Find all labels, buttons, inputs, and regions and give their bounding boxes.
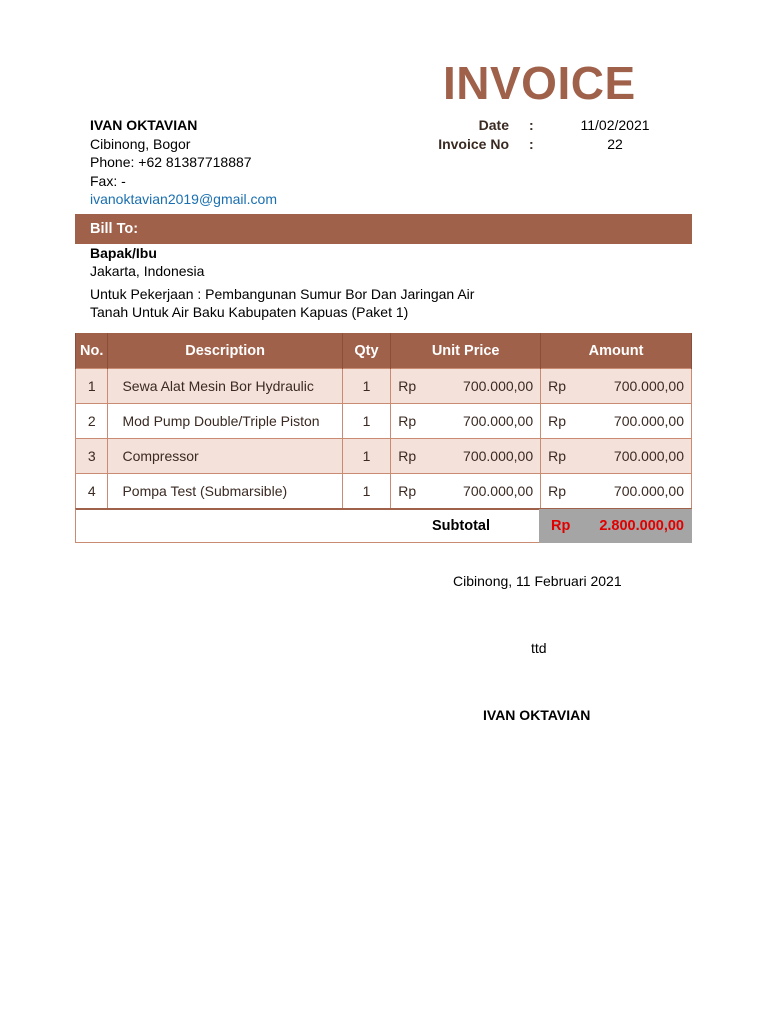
- unit-price-value: 700.000,00: [463, 413, 534, 429]
- row-no: 1: [76, 369, 108, 404]
- row-amount: [541, 474, 692, 509]
- header-qty: Qty: [342, 333, 390, 369]
- row-qty: 1: [342, 474, 390, 509]
- date-value: 11/02/2021: [580, 117, 650, 133]
- job-description: [90, 286, 474, 321]
- table-row: [76, 404, 692, 439]
- row-amount: [541, 404, 692, 439]
- job-line-1: Untuk Pekerjaan : Pembangunan Sumur Bor Dan Jaringan Air: [90, 286, 475, 302]
- row-unit-price: [391, 369, 541, 404]
- amount-currency: Rp: [548, 483, 567, 499]
- row-description: Mod Pump Double/Triple Piston: [108, 404, 342, 439]
- row-amount: [541, 439, 692, 474]
- bill-to-header: Bill To:: [75, 214, 692, 244]
- table-row: [76, 369, 692, 404]
- row-no: 2: [76, 404, 108, 439]
- row-qty: 1: [342, 439, 390, 474]
- unit-price-value: 700.000,00: [463, 483, 534, 499]
- sender-name: IVAN OKTAVIAN: [90, 117, 198, 133]
- row-description: Sewa Alat Mesin Bor Hydraulic: [108, 369, 342, 404]
- subtotal-label: Subtotal: [432, 518, 490, 534]
- job-line-2: Tanah Untuk Air Baku Kabupaten Kapuas (Paket 1): [90, 303, 409, 320]
- row-qty: 1: [342, 404, 390, 439]
- signer-name: IVAN OKTAVIAN: [483, 707, 591, 723]
- recipient-name: Bapak/Ibu: [90, 245, 157, 261]
- recipient-address: Jakarta, Indonesia: [90, 263, 205, 279]
- row-qty: 1: [342, 369, 390, 404]
- amount-value: 700.000,00: [613, 378, 684, 394]
- amount-value: 700.000,00: [613, 483, 684, 499]
- amount-value: 700.000,00: [613, 448, 684, 464]
- place-and-date: Cibinong, 11 Februari 2021: [453, 573, 622, 589]
- row-amount: [541, 369, 692, 404]
- subtotal-row: [75, 508, 692, 543]
- header-unit-price: Unit Price: [391, 333, 541, 369]
- subtotal-currency: Rp: [551, 518, 571, 534]
- meta-colons: [529, 116, 534, 153]
- row-unit-price: [391, 474, 541, 509]
- header-description: Description: [108, 333, 342, 369]
- row-unit-price: [391, 439, 541, 474]
- items-table: [75, 333, 692, 509]
- sender-address: Cibinong, Bogor: [90, 135, 191, 152]
- meta-values: [575, 116, 655, 153]
- date-label: Date: [478, 117, 509, 133]
- sender-fax: Fax: -: [90, 172, 126, 189]
- amount-currency: Rp: [548, 448, 567, 464]
- recipient-block: [90, 244, 204, 280]
- row-description: Pompa Test (Submarsible): [108, 474, 342, 509]
- signature-placeholder: ttd: [531, 640, 547, 656]
- amount-currency: Rp: [548, 378, 567, 394]
- unit-currency: Rp: [398, 483, 417, 499]
- amount-value: 700.000,00: [613, 413, 684, 429]
- invoice-no-label: Invoice No: [438, 135, 509, 152]
- row-description: Compressor: [108, 439, 342, 474]
- date-colon: :: [529, 117, 534, 133]
- row-unit-price: [391, 404, 541, 439]
- table-row: [76, 474, 692, 509]
- meta-labels: [400, 116, 509, 153]
- row-no: 3: [76, 439, 108, 474]
- unit-price-value: 700.000,00: [463, 448, 534, 464]
- table-header-row: [76, 333, 692, 369]
- table-row: [76, 439, 692, 474]
- invoice-title: INVOICE: [443, 57, 636, 109]
- header-amount: Amount: [541, 333, 692, 369]
- invoice-no-colon: :: [529, 135, 534, 152]
- header-no: No.: [76, 333, 108, 369]
- row-no: 4: [76, 474, 108, 509]
- invoice-no-value: 22: [607, 135, 623, 152]
- unit-currency: Rp: [398, 413, 417, 429]
- subtotal-amount-box: [539, 509, 692, 543]
- sender-block: [90, 116, 277, 209]
- unit-currency: Rp: [398, 378, 417, 394]
- sender-email-link[interactable]: ivanoktavian2019@gmail.com: [90, 191, 277, 207]
- unit-currency: Rp: [398, 448, 417, 464]
- sender-phone: Phone: +62 81387718887: [90, 154, 252, 170]
- amount-currency: Rp: [548, 413, 567, 429]
- unit-price-value: 700.000,00: [463, 378, 534, 394]
- subtotal-value: 2.800.000,00: [599, 518, 684, 534]
